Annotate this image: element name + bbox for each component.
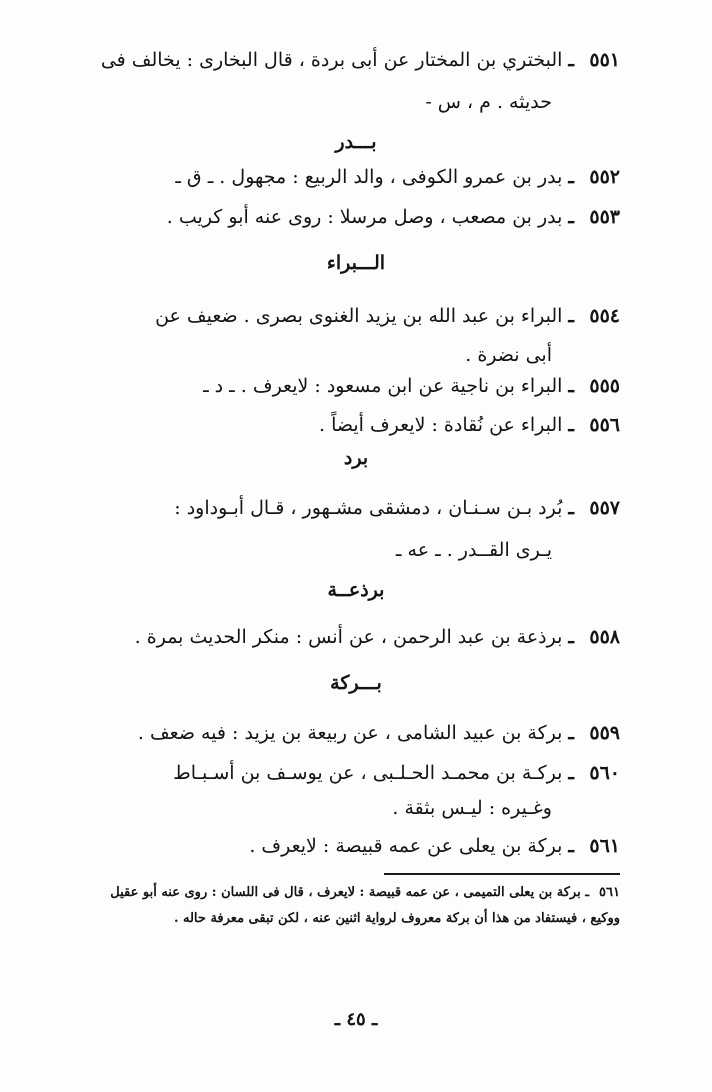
entry-number: ٥٦١	[589, 835, 620, 857]
entry-text: البختري بن المختار عن أبى بردة ، قال البخارى : يخالف فى	[100, 49, 563, 71]
footnote-divider	[384, 873, 620, 875]
entry-number: ٥٦٠	[589, 762, 620, 784]
entry-text: بركـة بن محمـد الحـلـبى ، عن يوسـف بن أسـبـاط	[173, 762, 563, 784]
entry-number: ٥٥١	[589, 49, 620, 71]
entry-554: ٥٥٤ـالبراء بن عبد الله بن يزيد الغنوى بصرى . ضعيف عن	[100, 296, 620, 336]
entry-number: ٥٥٦	[589, 414, 620, 436]
section-heading-baraka: بـــركة	[330, 672, 382, 694]
entry-number: ٥٥٨	[589, 626, 620, 648]
entry-554-continuation: أبى نضرة .	[465, 344, 552, 366]
entry-559: ٥٥٩ـبركة بن عبيد الشامى ، عن ربيعة بن يزيد : فيه ضعف .	[100, 713, 620, 753]
entry-558: ٥٥٨ـبرذعة بن عبد الرحمن ، عن أنس : منكر الحديث بمرة .	[100, 617, 620, 657]
entry-561: ٥٦١ـبركة بن يعلى عن عمه قبيصة : لايعرف .	[100, 826, 620, 866]
entry-text: بدر بن مصعب ، وصل مرسلا : روى عنه أبو كريب .	[166, 206, 563, 228]
section-heading-badr: بـــدر	[335, 131, 377, 153]
entry-557: ٥٥٧ـبُرد بـن سـنـان ، دمشقى مشـهور ، قـال أبـوداود :	[100, 488, 620, 528]
section-heading-baraa: الـــبراء	[326, 252, 386, 274]
entry-text: بدر بن عمرو الكوفى ، والد الربيع : مجهول . ـ ق ـ	[175, 166, 563, 188]
footnote-number: ٥٦١	[599, 885, 620, 900]
footnote-text: ـ بركة بن يعلى التميمى ، عن عمه قبيصة : لايعرف ، قال فى اللسان : روى عنه أبو عقيل ووكيع ، فيستفاد من هذا أن بركة معروف لرواية اثنين عنه ، لكن تبقى معرفة حاله .	[110, 885, 620, 926]
section-heading-bardhaa: برذعــة	[327, 579, 385, 601]
entry-number: ٥٥٣	[589, 206, 620, 228]
entry-number: ٥٥٩	[589, 722, 620, 744]
entry-number: ٥٥٧	[589, 497, 620, 519]
entry-551: ٥٥١ـالبختري بن المختار عن أبى بردة ، قال البخارى : يخالف فى	[100, 40, 620, 80]
entry-552: ٥٥٢ـبدر بن عمرو الكوفى ، والد الربيع : مجهول . ـ ق ـ	[100, 157, 620, 197]
footnote	[100, 880, 620, 932]
page-number: ـ ٤٥ ـ	[334, 1009, 378, 1030]
entry-number: ٥٥٥	[589, 375, 620, 397]
entry-553: ٥٥٣ـبدر بن مصعب ، وصل مرسلا : روى عنه أبو كريب .	[100, 197, 620, 237]
entry-text: بركة بن عبيد الشامى ، عن ربيعة بن يزيد : فيه ضعف .	[137, 722, 563, 744]
entry-text: البراء بن عبد الله بن يزيد الغنوى بصرى . ضعيف عن	[155, 305, 563, 327]
entry-560: ٥٦٠ـبركـة بن محمـد الحـلـبى ، عن يوسـف بن أسـبـاط	[100, 753, 620, 793]
entry-text: بركة بن يعلى عن عمه قبيصة : لايعرف .	[249, 835, 563, 857]
entry-text: البراء عن نُقادة : لايعرف أيضاً .	[319, 414, 563, 436]
entry-number: ٥٥٤	[589, 305, 620, 327]
entry-text: بُرد بـن سـنـان ، دمشقى مشـهور ، قـال أبـوداود :	[174, 497, 563, 519]
entry-text: برذعة بن عبد الرحمن ، عن أنس : منكر الحديث بمرة .	[134, 626, 563, 648]
entry-555: ٥٥٥ـالبراء بن ناجية عن ابن مسعود : لايعرف . ـ د ـ	[100, 366, 620, 406]
entry-557-continuation: يـرى القــدر . ـ عه ـ	[395, 539, 552, 561]
entry-560-continuation: وغـيره : ليـس بثقة .	[392, 797, 552, 819]
entry-text: البراء بن ناجية عن ابن مسعود : لايعرف . ـ د ـ	[203, 375, 563, 397]
entry-556: ٥٥٦ـالبراء عن نُقادة : لايعرف أيضاً .	[100, 405, 620, 445]
entry-number: ٥٥٢	[589, 166, 620, 188]
entry-551-continuation: حديثه . م ، س -	[425, 91, 552, 113]
section-heading-burd: برد	[343, 447, 369, 469]
